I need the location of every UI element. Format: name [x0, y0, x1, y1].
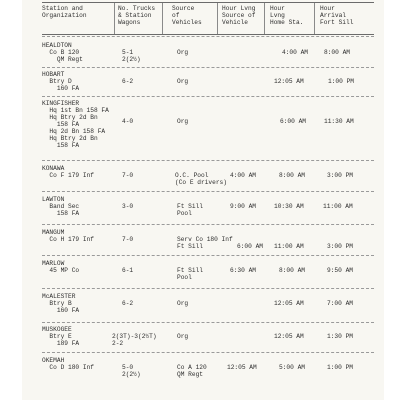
- cell-arrival: 11:30 AM: [324, 118, 354, 125]
- cell-arrival: 9:50 AM: [327, 267, 353, 274]
- row-separator: [42, 288, 374, 289]
- header-bottom-rule: [42, 34, 374, 35]
- header-divider: [114, 3, 115, 34]
- cell-hour-lvng-home: 11:00 AM: [274, 243, 304, 250]
- row-separator: [42, 191, 374, 192]
- cell-trucks: 5-1 2(2½): [122, 49, 141, 63]
- cell-source: Org: [177, 78, 189, 85]
- cell-arrival: 11:00 AM: [323, 203, 353, 210]
- row-separator: [42, 352, 374, 353]
- cell-arrival: 7:00 AM: [327, 300, 353, 307]
- cell-arrival: 1:30 PM: [327, 333, 353, 340]
- header-source: Source of Vehicles: [172, 5, 202, 26]
- cell-source: Ft Sill Pool: [177, 203, 203, 217]
- document-page: [22, 0, 384, 400]
- row-separator: [42, 224, 374, 225]
- cell-unit: HOBART Btry D 160 FA: [42, 71, 80, 92]
- cell-unit: MANGUM Co H 179 Inf: [42, 229, 94, 243]
- cell-arrival: 1:00 PM: [327, 364, 353, 371]
- cell-trucks: 5-0 2(2½): [122, 364, 141, 378]
- cell-source: O.C. Pool (Co E drivers): [175, 172, 227, 186]
- cell-hour-lvng-home: 4:00 AM: [282, 49, 308, 56]
- cell-hour-lvng-home: 5:00 AM: [279, 364, 305, 371]
- header-unit: Station and Organization: [42, 5, 87, 19]
- cell-hour-lvng-source: 12:05 AM: [227, 364, 257, 371]
- header-divider: [162, 3, 163, 34]
- cell-hour-lvng-home: 8:00 AM: [279, 172, 305, 179]
- cell-source: Serv Co 180 Inf Ft Sill: [177, 236, 233, 250]
- cell-trucks: 7-0: [122, 172, 134, 179]
- row-separator: [42, 36, 374, 37]
- cell-trucks: 6-2: [122, 300, 134, 307]
- row-separator: [42, 67, 374, 68]
- cell-trucks: 6-2: [122, 78, 134, 85]
- cell-hour-lvng-home: 12:05 AM: [274, 300, 304, 307]
- row-separator: [42, 322, 374, 323]
- header-arrival: Hour Arrival Fort Sill: [320, 5, 354, 26]
- cell-hour-lvng-source: 6:30 AM: [230, 267, 256, 274]
- cell-hour-lvng-home: 6:00 AM: [280, 118, 306, 125]
- cell-unit: KINGFISHER Hq 1st Bn 158 FA Hq Btry 2d Bn 158 FA Hq 2d Bn 158 FA Hq Btry 2d Bn 158 FA: [42, 100, 109, 149]
- header-hour-lvng-source: Hour Lvng Source of Vehicle: [222, 5, 256, 26]
- cell-source: Ft Sill Pool: [177, 267, 203, 281]
- cell-arrival: 3:00 PM: [327, 243, 353, 250]
- cell-source: Org: [177, 300, 189, 307]
- cell-arrival: 8:00 AM: [324, 49, 350, 56]
- cell-hour-lvng-source: 6:00 AM: [237, 243, 263, 250]
- cell-arrival: 1:00 PM: [328, 78, 354, 85]
- cell-trucks: 7-0: [122, 236, 134, 243]
- header-hour-lvng-home: Hour Lvng Home Sta.: [270, 5, 304, 26]
- header-divider: [314, 3, 315, 34]
- row-separator: [42, 96, 374, 97]
- row-separator: [42, 160, 374, 161]
- cell-arrival: 3:00 PM: [327, 172, 353, 179]
- header-top-rule: [42, 2, 374, 3]
- cell-unit: MARLOW 45 MP Co: [42, 260, 80, 274]
- cell-unit: McALESTER Btry B 160 FA: [42, 293, 80, 314]
- cell-source: Co A 120 QM Regt: [177, 364, 207, 378]
- cell-hour-lvng-source: 4:00 AM: [230, 172, 256, 179]
- cell-source: Org: [177, 118, 189, 125]
- cell-trucks: 4-0: [122, 118, 134, 125]
- cell-hour-lvng-home: 8:00 AM: [279, 267, 305, 274]
- cell-hour-lvng-home: 10:30 AM: [274, 203, 304, 210]
- cell-source: Org: [177, 333, 189, 340]
- cell-hour-lvng-source: 9:00 AM: [230, 203, 256, 210]
- cell-unit: MUSKOGEE Btry E 189 FA: [42, 326, 80, 347]
- cell-unit: KONAWA Co F 179 Inf: [42, 165, 94, 179]
- cell-trucks: 6-1: [122, 267, 134, 274]
- cell-hour-lvng-home: 12:05 AM: [274, 78, 304, 85]
- cell-trucks: 3-0: [122, 203, 134, 210]
- cell-unit: HEALDTON Co B 120 QM Regt: [42, 42, 83, 63]
- header-divider: [264, 3, 265, 34]
- cell-unit: OKEMAH Co D 180 Inf: [42, 357, 94, 371]
- header-trucks: No. Trucks & Station Wagons: [118, 5, 156, 26]
- cell-unit: LAWTON Band Sec 158 FA: [42, 196, 80, 217]
- header-divider: [217, 3, 218, 34]
- row-separator: [42, 255, 374, 256]
- cell-trucks: 2(3T)-3(2½T) 2-2: [112, 333, 157, 347]
- cell-source: Org: [177, 49, 189, 56]
- cell-hour-lvng-home: 12:05 AM: [274, 333, 304, 340]
